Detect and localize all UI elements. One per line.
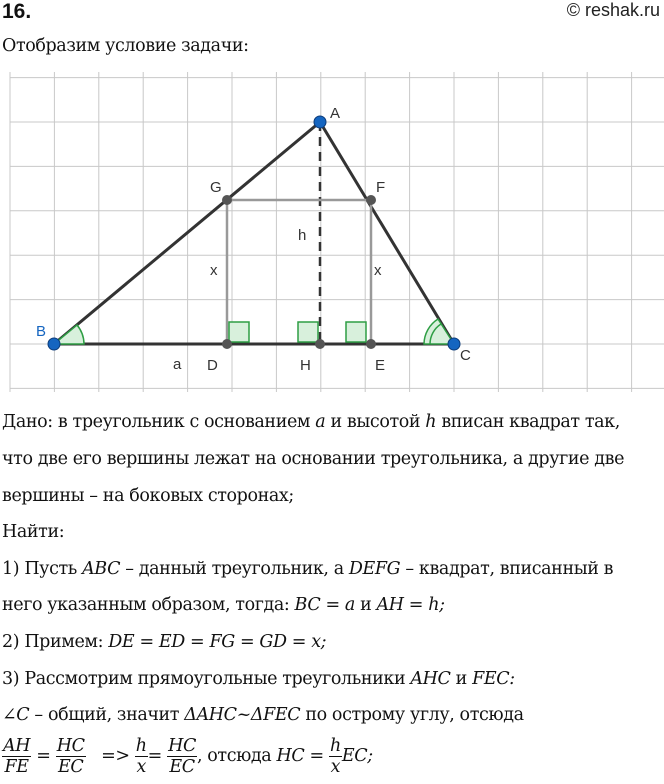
step-3: 3) Рассмотрим прямоугольные треугольники AHC и FEC:	[2, 669, 515, 689]
label-d: D	[207, 357, 218, 374]
problem-number: 16.	[2, 0, 32, 23]
fraction-h-x-2: $\frac{h}{x}$	[329, 736, 341, 778]
point-e	[366, 339, 376, 349]
given-line-3: вершины – на боковых сторонах;	[2, 486, 294, 506]
find-label: Найти:	[2, 522, 65, 542]
step-4: ∠C – общий, значит ΔAHC~ΔFEC по острому углу, отсюда	[2, 705, 524, 725]
given-line-2: что две его вершины лежат на основании треугольника, а другие две	[2, 449, 625, 469]
step-1-line-2: него указанным образом, тогда: BC = a и AH = h;	[2, 595, 445, 615]
point-f	[366, 195, 376, 205]
label-a: A	[330, 105, 341, 122]
point-a	[314, 116, 326, 128]
right-angle-e	[346, 322, 366, 342]
right-angle-marks	[229, 322, 366, 342]
label-a-base: a	[173, 356, 182, 373]
label-b: B	[36, 323, 47, 340]
point-h	[315, 339, 325, 349]
point-c	[448, 338, 460, 350]
label-f: F	[376, 179, 386, 196]
geometry-diagram	[0, 66, 664, 396]
fraction-ah-fe: $\frac{AH}{FE}$	[3, 736, 31, 778]
step-2: 2) Примем: DE = ED = FG = GD = x;	[2, 632, 327, 652]
given-line-1: Дано: в треугольник с основанием a и высотой h вписан квадрат так,	[2, 412, 620, 432]
points	[48, 116, 460, 350]
intro-text: Отобразим условие задачи:	[2, 36, 249, 56]
label-x-right: x	[374, 262, 382, 279]
label-g: G	[210, 179, 222, 196]
label-e: E	[375, 357, 386, 374]
label-h: H	[300, 357, 311, 374]
fraction-hc-ec: $\frac{HC}{EC}$	[56, 736, 85, 778]
triangle-abc	[54, 122, 454, 344]
label-h-height: h	[298, 227, 307, 244]
fraction-h-x: $\frac{h}{x}$	[135, 736, 147, 778]
point-g	[222, 195, 232, 205]
label-c: C	[460, 347, 471, 364]
fraction-hc-ec-2: $\frac{HC}{EC}$	[168, 736, 196, 778]
copyright: © reshak.ru	[566, 0, 660, 20]
proportion-line: $\frac{AH}{FE}$ = $\frac{HC}{EC}$ => $\frac{h}{x}$ = $\frac{HC}{EC}$ , отсюда HC = $\frac{h}{x}$ EC;	[3, 736, 373, 778]
label-x-left: x	[210, 262, 218, 279]
point-d	[222, 339, 232, 349]
point-b	[48, 338, 60, 350]
right-angle-d	[229, 322, 249, 342]
step-1: 1) Пусть ABC – данный треугольник, а DEFG – квадрат, вписанный в	[2, 559, 614, 579]
right-angle-h	[298, 322, 318, 342]
